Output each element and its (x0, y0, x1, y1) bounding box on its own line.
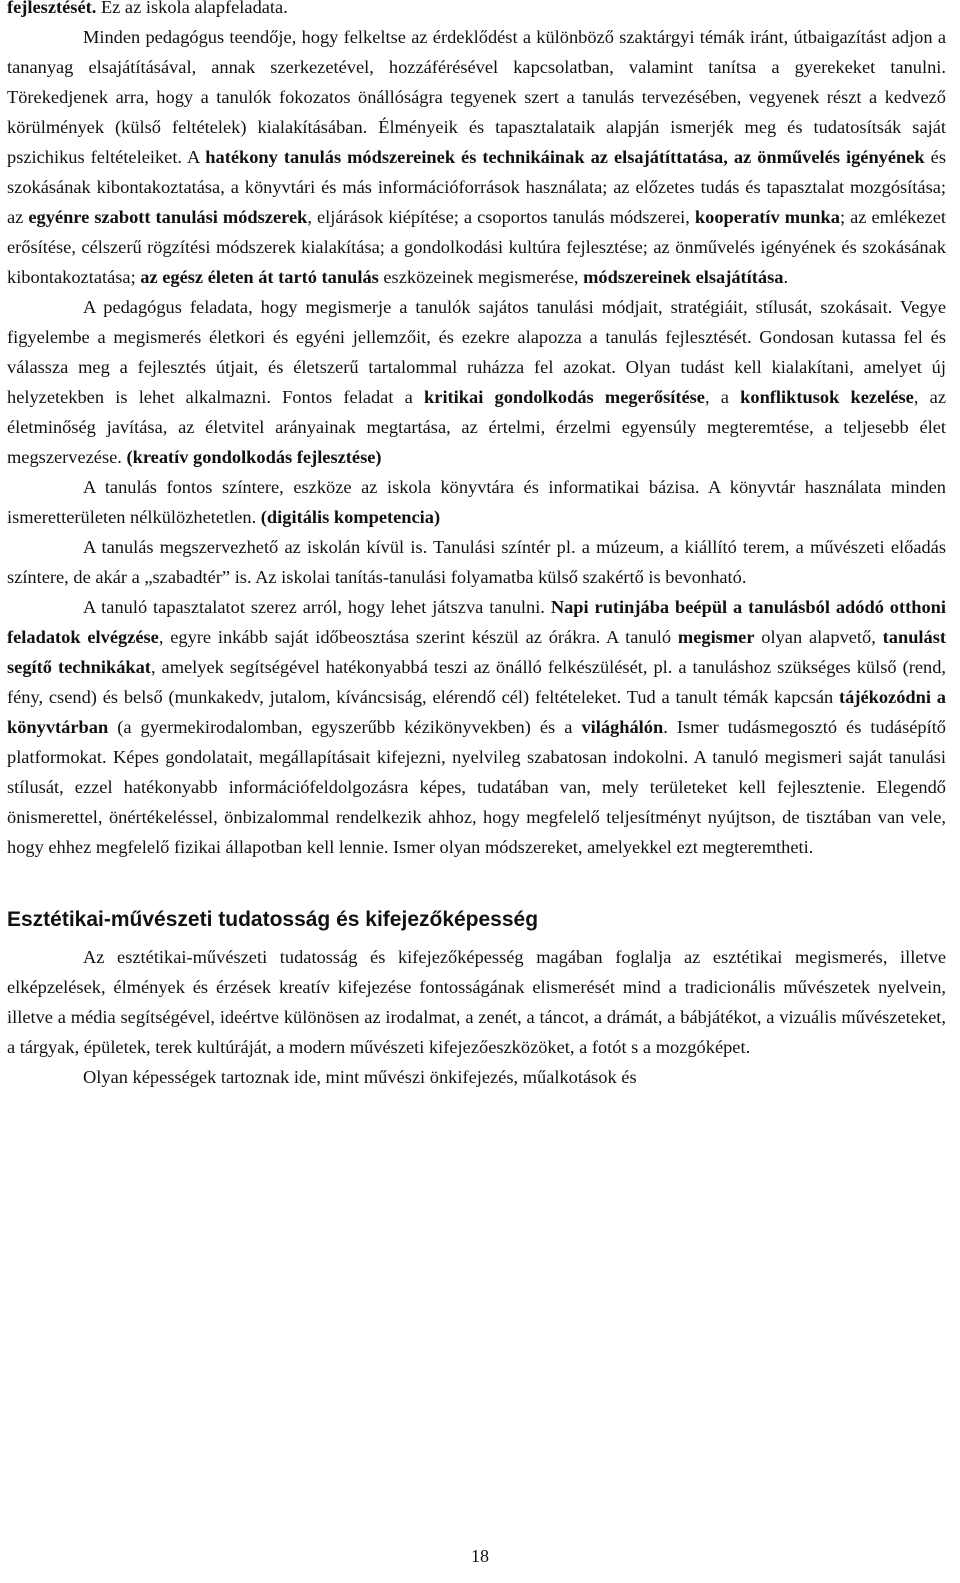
paragraph-learning-styles (7, 292, 946, 472)
body-text: Minden pedagógus teendője, hogy felkeltse az érdeklődést a különböző szaktárgyi témák iránt, útbaigazítást adjon a tananyag elsajátításával, annak szerkezetével, hozzáférésével kapcsolatban, valamint tanítsa a gyerekeket tanulni. Törekedjenek arra, hogy a tanulók fokozatos önállóságra tegyenek szert a tanulás tervezésében, vegyenek részt a kedvező körülmények (külső feltételek) kialakításában. Élményeik és tapasztalataik alapján ismerjék meg és tudatosítsák saját pszichikus feltételeiket. A (7, 27, 946, 167)
body-text: (a gyermekirodalomban, egyszerűbb kézikönyvekben) és a (108, 717, 582, 737)
bold-text: kooperatív munka (694, 207, 840, 227)
bold-text: konfliktusok kezelése (740, 387, 914, 407)
paragraph-aesthetic-awareness (7, 942, 946, 1062)
paragraph-continuation (7, 0, 946, 22)
body-text: , a (704, 387, 741, 407)
body-text: A tanulás megszervezhető az iskolán kívül is. Tanulási színtér pl. a múzeum, a kiállító terem, a művészeti előadás színtere, de akár a „szabadtér” is. Az iskolai tanítás-tanulási folyamatba külső szakértő is bevonható. (7, 537, 946, 587)
body-text: Ez az iskola alapfeladata. (96, 0, 288, 17)
bold-text: tanulást segítő technikákat (7, 627, 947, 677)
bold-text: (kreatív gondolkodás fejlesztése) (126, 447, 382, 467)
body-text: eszközeinek megismerése, (378, 267, 584, 287)
body-text: Az esztétikai-művészeti tudatosság és kifejezőképesség magában foglalja az esztétikai megismerés, illetve elképzelések, élmények és érzések kreatív kifejezése fontosságának elismerését mind a tradicionális művészetek nyelvein, illetve a média segítségével, ideértve különösen az irodalmat, a zenét, a táncot, a drámát, a bábjátékot, a vizuális művészeteket, a tárgyak, épületek, terek kultúráját, a modern művészeti kifejezőeszközöket, a fotót s a mozgóképet. (7, 947, 946, 1057)
paragraph-outside-school (7, 532, 946, 592)
bold-text: megismer (677, 627, 755, 647)
body-text: . (783, 267, 789, 287)
body-text: . Ismer tudásmegosztó és tudásépítő platformokat. Képes gondolatait, megállapításait kifejezni, nyelvileg szabatosan indokolni. A tanuló megismeri saját tanulási stílusát, ezzel hatékonyabb információfeldolgozásra képes, tudatában van, mely területeket kell fejlesztenie. Elegendő önismerettel, önértékeléssel, önbizalommal rendelkezik ahhoz, hogy megfelelő teljesítményt nyújtson, de tisztában van vele, hogy ehhez megfelelő fizikai állapotban kell lennie. Ismer olyan módszereket, amelyekkel ezt megteremtheti. (7, 717, 946, 857)
body-text: és szokásának kibontakoztatása, a könyvtári és más információforrások használata; az előzetes tudás és tapasztalat mozgósítása; az (7, 147, 946, 227)
body-text: A tanulás fontos színtere, eszköze az iskola könyvtára és informatikai bázisa. A könyvtár használata minden ismeretterületen nélkülözhetetlen. (7, 477, 946, 527)
section-heading: Esztétikai-művészeti tudatosság és kifejezőképesség (7, 908, 539, 931)
bold-text: kritikai gondolkodás megerősítése (424, 387, 705, 407)
page-number: 18 (471, 1546, 489, 1566)
bold-text: (digitális kompetencia) (260, 507, 441, 527)
body-text: , az életminőség javítása, az életvitel arányainak megtartása, az értelmi, érzelmi egyensúly megteremtése, a teljesebb élet megszervezése. (7, 387, 946, 467)
paragraph-student-experience (7, 592, 946, 862)
paragraph-teacher-duties (7, 22, 946, 292)
bold-text: Napi rutinjába beépül a tanulásból adódó otthoni feladatok elvégzése (7, 597, 946, 647)
bold-text: az egész életen át tartó tanulás (140, 267, 379, 287)
bold-text: fejlesztését. (7, 0, 97, 17)
bold-text: hatékony tanulás módszereinek és technikáinak az elsajátíttatása, az önművelés igényének (205, 147, 925, 167)
paragraph-library (7, 472, 946, 532)
paragraph-abilities (7, 1062, 946, 1092)
bold-text: módszereinek elsajátítása (583, 267, 784, 287)
body-text: A pedagógus feladata, hogy megismerje a tanulók sajátos tanulási módjait, stratégiáit, stílusát, szokásait. Vegye figyelembe a megismerés életkori és egyéni jellemzőit, és ezekre alapozza a tanulás fejlesztését. Gondosan kutassa fel és válassza meg a fejlesztés útjait, és életszerű tartalommal ruházza fel azokat. Olyan tudást kell kialakítani, amelyet új helyzetekben is lehet alkalmazni. Fontos feladat a (7, 297, 946, 407)
body-text: olyan alapvető, (754, 627, 883, 647)
body-text: Olyan képességek tartoznak ide, mint művészi önkifejezés, műalkotások és (83, 1067, 637, 1087)
bold-text: tájékozódni a könyvtárban (7, 687, 946, 737)
body-text: , eljárások kiépítése; a csoportos tanulás módszerei, (307, 207, 695, 227)
document-page (7, 0, 946, 1092)
bold-text: világhálón (581, 717, 664, 737)
body-text: , amelyek segítségével hatékonyabbá teszi az önálló felkészülését, pl. a tanuláshoz szükséges külső (rend, fény, csend) és belső (munkakedv, jutalom, kíváncsiság, elérendő cél) feltételeket. Tud a tanult témák kapcsán (7, 657, 946, 707)
body-text: ; az emlékezet erősítése, célszerű rögzítési módszerek kialakítása; a gondolkodási kultúra fejlesztése; az önművelés igényének és szokásának kibontakoztatása; (7, 207, 946, 287)
bold-text: egyénre szabott tanulási módszerek (28, 207, 308, 227)
body-text: , egyre inkább saját időbeosztása szerint készül az órákra. A tanuló (158, 627, 678, 647)
body-text: A tanuló tapasztalatot szerez arról, hogy lehet játszva tanulni. (83, 597, 551, 617)
